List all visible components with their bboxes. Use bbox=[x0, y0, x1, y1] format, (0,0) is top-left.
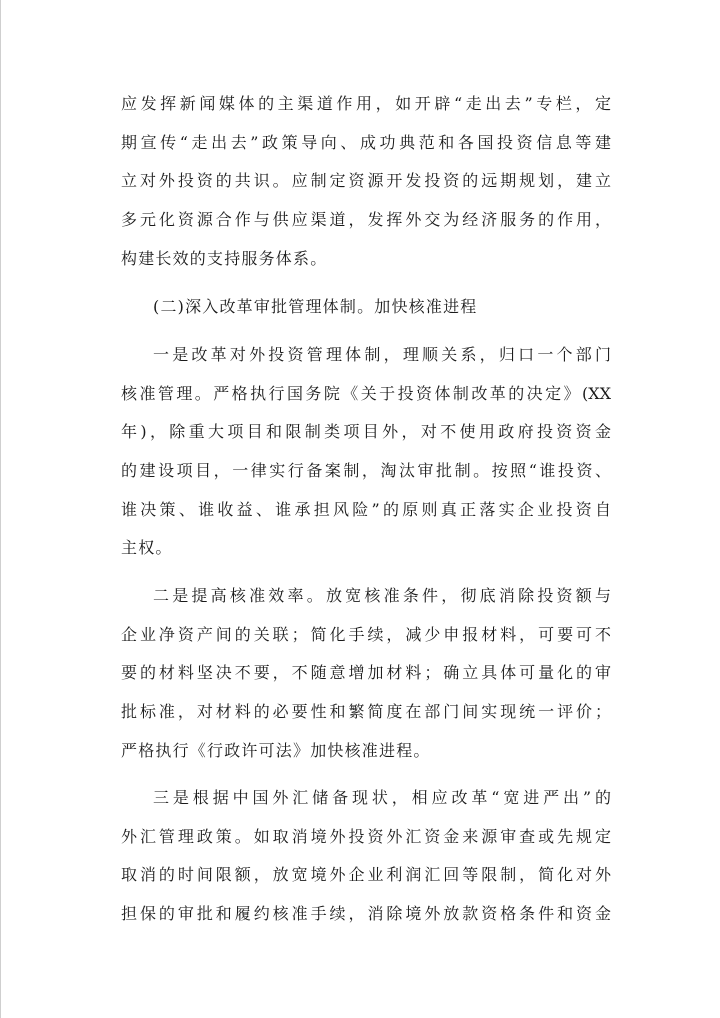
text-line: 取消的时间限额，放宽境外企业利润汇回等限制，简化对外 bbox=[121, 865, 611, 885]
text-line: 核准管理。严格执行国务院《关于投资体制改革的决定》(XX bbox=[121, 383, 611, 403]
text-line: 主权。 bbox=[121, 538, 173, 558]
text-line: 一是改革对外投资管理体制，理顺关系，归口一个部门 bbox=[153, 345, 611, 364]
text-line: 企业净资产间的关联；简化手续，减少申报材料，可要可不 bbox=[121, 624, 611, 644]
paragraph-efficiency bbox=[121, 577, 611, 770]
text-line: 立对外投资的共识。应制定资源开发投资的远期规划，建立 bbox=[121, 171, 611, 191]
text-line: 的建设项目，一律实行备案制，淘汰审批制。按照“谁投资、 bbox=[121, 461, 611, 481]
text-line: 多元化资源合作与供应渠道，发挥外交为经济服务的作用， bbox=[121, 210, 611, 230]
text-line: 外汇管理政策。如取消境外投资外汇资金来源审查或先规定 bbox=[121, 826, 611, 846]
paragraph-media-role bbox=[121, 85, 611, 278]
text-line: 年)，除重大项目和限制类项目外，对不使用政府投资资金 bbox=[121, 422, 611, 442]
text-line: 要的材料坚决不要，不随意增加材料；确立具体可量化的审 bbox=[121, 663, 611, 683]
text-line: 严格执行《行政许可法》加快核准进程。 bbox=[121, 740, 431, 760]
paragraph-approval-reform bbox=[121, 336, 611, 568]
text-line: 构建长效的支持服务体系。 bbox=[121, 248, 328, 268]
text-line: 担保的审批和履约核准手续，消除境外放款资格条件和资金 bbox=[121, 904, 611, 924]
text-line: 应发挥新闻媒体的主渠道作用，如开辟“走出去”专栏，定 bbox=[121, 94, 611, 113]
text-line: 谁决策、谁收益、谁承担风险”的原则真正落实企业投资自 bbox=[121, 499, 611, 519]
text-line: 期宣传“走出去”政策导向、成功典范和各国投资信息等建 bbox=[121, 132, 611, 152]
text-line: 二是提高核准效率。放宽核准条件，彻底消除投资额与 bbox=[153, 586, 611, 605]
heading-text: (二)深入改革审批管理体制。加快核准进程 bbox=[153, 297, 478, 316]
paragraph-forex-policy bbox=[121, 779, 611, 934]
section-heading bbox=[121, 288, 611, 327]
text-line: 批标准，对材料的必要性和繁简度在部门间实现统一评价； bbox=[121, 702, 611, 722]
text-line: 三是根据中国外汇储备现状，相应改革“宽进严出”的 bbox=[153, 788, 611, 807]
